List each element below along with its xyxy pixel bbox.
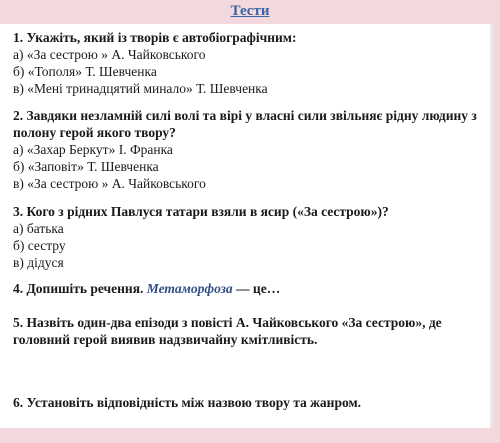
answer-option: а) батька — [13, 221, 64, 236]
page-title[interactable]: Тести — [230, 3, 270, 19]
answer-option: б) «Заповіт» Т. Шевченка — [13, 159, 159, 174]
answer-option: б) сестру — [13, 238, 66, 253]
term-metamorphosis: Метаморфоза — [146, 281, 233, 296]
page-header — [0, 0, 500, 24]
answer-option: а) «Захар Беркут» І. Франка — [13, 142, 173, 157]
bottom-strip — [0, 428, 500, 443]
question-1 — [13, 29, 488, 97]
question-prefix: 4. Допишіть речення. — [13, 281, 147, 296]
question-text — [13, 280, 488, 297]
question-2 — [13, 107, 488, 192]
question-4 — [13, 280, 488, 297]
question-3 — [13, 203, 488, 271]
question-6 — [13, 394, 488, 411]
answer-option: в) дідуся — [13, 255, 64, 270]
answer-option: а) «За сестрою » А. Чайковського — [13, 47, 206, 62]
question-5 — [13, 314, 488, 348]
question-text: 2. Завдяки незламній силі волі та вірі у власні сили звільняє рідну людину з полону герой якого твору? — [13, 108, 477, 140]
question-suffix: — це… — [232, 281, 281, 296]
answer-option: в) «Мені тринадцятий минало» Т. Шевченка — [13, 81, 268, 96]
answer-option: в) «За сестрою » А. Чайковського — [13, 176, 206, 191]
question-text: 5. Назвіть один-два епізоди з повісті А. Чайковського «За сестрою», де головний герой виявив надзвичайну кмітливість. — [13, 315, 442, 347]
answer-option: б) «Тополя» Т. Шевченка — [13, 64, 157, 79]
question-text: 1. Укажіть, який із творів є автобіографічним: — [13, 30, 297, 45]
question-text: 3. Кого з рідних Павлуся татари взяли в ясир («За сестрою»)? — [13, 204, 389, 219]
test-sheet — [0, 24, 493, 428]
question-text: 6. Установіть відповідність між назвою твору та жанром. — [13, 395, 362, 410]
